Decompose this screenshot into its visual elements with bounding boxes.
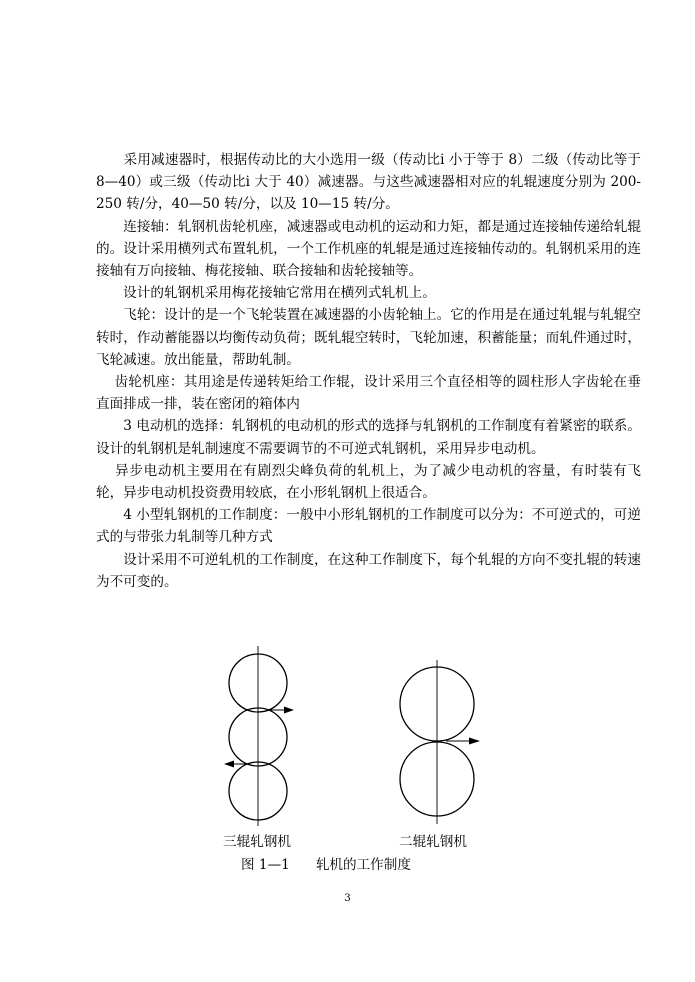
page-number: 3 bbox=[344, 893, 351, 904]
rolling-mill-diagram bbox=[210, 646, 510, 826]
figure-caption bbox=[241, 856, 411, 874]
body-text bbox=[96, 149, 641, 593]
paragraph-flywheel: 飞轮：设计的是一个飞轮装置在减速器的小齿轮轴上。它的作用是在通过轧辊与轧辊空转时，作动蓄能器以均衡传动负荷；既轧辊空转时，飞轮加速，积蓄能量；而轧件通过时，飞轮减速。放出能量，帮助轧制。 bbox=[96, 307, 641, 368]
figure-number: 图 1—1 bbox=[241, 857, 290, 873]
three-high-lower-arrow-head bbox=[224, 761, 234, 768]
paragraph-reducer: 采用减速器时，根据传动比的大小选用一级（传动比i 小于等于 8）二级（传动比等于 8—40）或三级（传动比i 大于 40）减速器。与这些减速器相对应的轧辊速度分别为 200-250 转/分，40—50 转/分，以及 10—15 转/分。 bbox=[96, 152, 641, 213]
paragraph-async-motor: 异步电动机主要用在有剧烈尖峰负荷的轧机上，为了减少电动机的容量，有时装有飞轮，异步电动机投资费用较底，在小形轧钢机上很适合。 bbox=[96, 462, 641, 502]
three-high-upper-arrow-head bbox=[284, 707, 294, 714]
paragraph-gear-stand: 齿轮机座：其用途是传递转矩给工作辊，设计采用三个直径相等的圆柱形人字齿轮在垂直面排成一排，装在密闭的箱体内 bbox=[96, 374, 641, 413]
paragraph-design-choice: 设计采用不可逆轧机的工作制度，在这种工作制度下，每个轧辊的方向不变扎辊的转速为不可变的。 bbox=[96, 551, 641, 590]
paragraph-motor-selection: 3 电动机的选择：轧钢机的电动机的形式的选择与轧钢机的工作制度有着紧密的联系。设计的轧钢机是轧制速度不需要调节的不可逆式轧钢机，采用异步电动机。 bbox=[96, 418, 641, 457]
two-high-mill-caption: 二辊轧钢机 bbox=[399, 834, 467, 850]
three-high-mill-caption: 三辊轧钢机 bbox=[223, 834, 291, 850]
paragraph-connecting-shaft: 连接轴：轧钢机齿轮机座，减速器或电动机的运动和力矩，都是通过连接轴传递给轧辊的。设计采用横列式布置轧机，一个工作机座的轧辊是通过连接轴传动的。轧钢机采用的连接轴有万向接轴、梅花接轴、联合接轴和齿轮接轴等。 bbox=[96, 218, 641, 280]
two-high-arrow-head bbox=[469, 738, 480, 745]
paragraph-working-system: 4 小型轧钢机的工作制度：一般中小形轧钢机的工作制度可以分为：不可逆式的，可逆式的与带张力轧制等几种方式 bbox=[96, 507, 641, 546]
figure-title: 轧机的工作制度 bbox=[315, 857, 411, 873]
rolling-mill-figure bbox=[210, 646, 510, 826]
paragraph-plum-coupling: 设计的轧钢机采用梅花接轴它常用在横列式轧机上。 bbox=[96, 285, 436, 302]
